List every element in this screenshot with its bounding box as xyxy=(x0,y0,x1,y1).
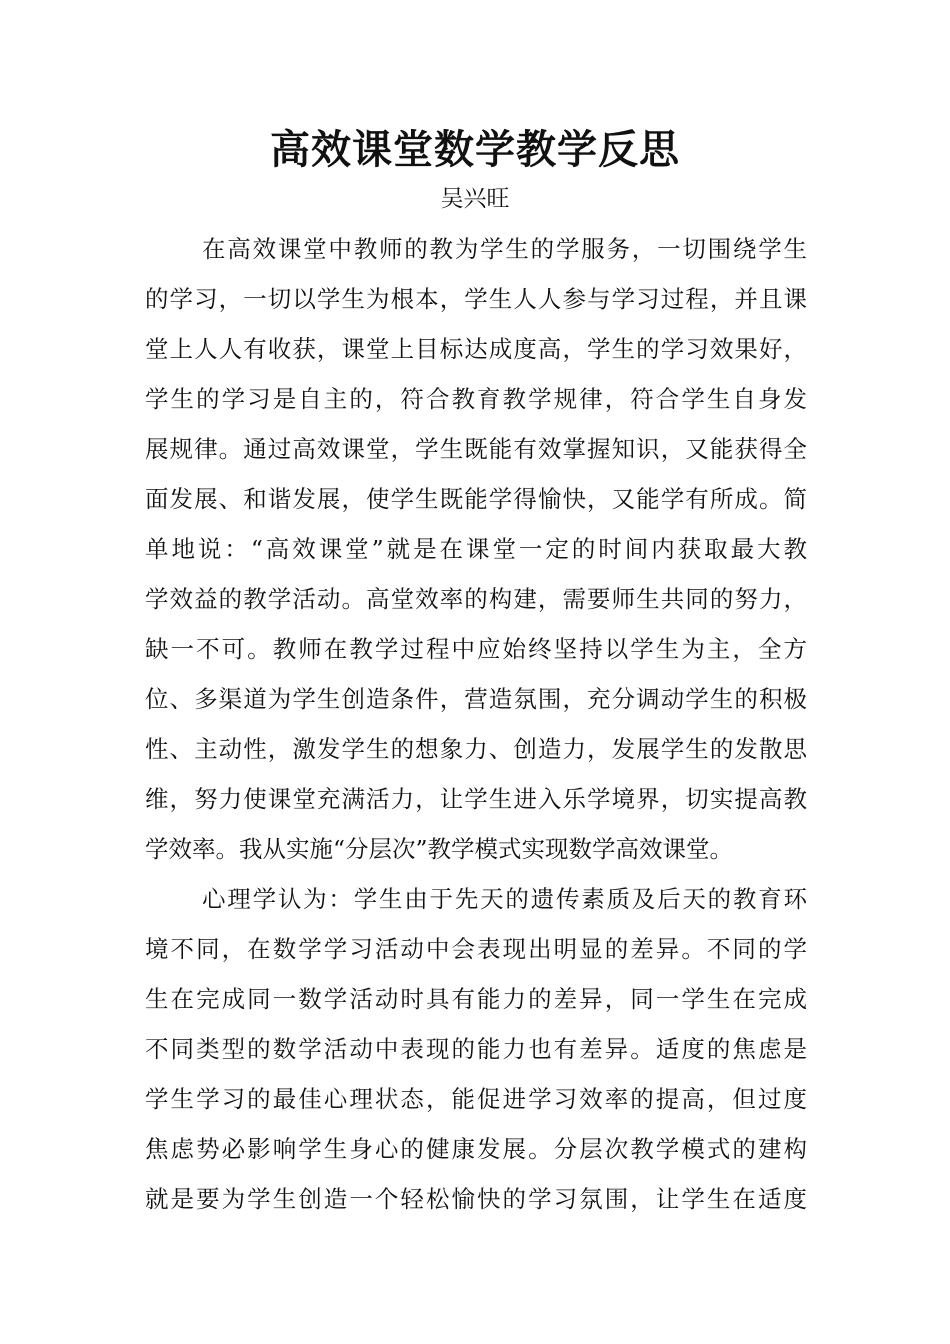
paragraph-1-line-5: 展规律。通过高效课堂，学生既能有效掌握知识，又能获得全 xyxy=(145,435,807,463)
paragraph-1-line-10: 位、多渠道为学生创造条件，营造氛围，充分调动学生的积极 xyxy=(145,685,807,713)
paragraph-1-line-8: 学效益的教学活动。高堂效率的构建，需要师生共同的努力， xyxy=(145,585,807,613)
paragraph-2-line-5: 学生学习的最佳心理状态，能促进学习效率的提高，但过度 xyxy=(145,1085,807,1113)
paragraph-1-line-11: 性、主动性，激发学生的想象力、创造力，发展学生的发散思 xyxy=(145,735,807,763)
paragraph-1-line-12: 维，努力使课堂充满活力，让学生进入乐学境界，切实提高教 xyxy=(145,785,807,813)
paragraph-2-line-1: 心理学认为：学生由于先天的遗传素质及后天的教育环 xyxy=(202,885,807,913)
paragraph-1-line-7: 单地说：“高效课堂”就是在课堂一定的时间内获取最大教 xyxy=(145,535,807,563)
paragraph-2-line-2: 境不同，在数学学习活动中会表现出明显的差异。不同的学 xyxy=(145,935,807,963)
paragraph-1-line-9: 缺一不可。教师在教学过程中应始终坚持以学生为主，全方 xyxy=(145,635,807,663)
paragraph-1-line-13: 学效率。我从实施“分层次”教学模式实现数学高效课堂。 xyxy=(145,835,734,863)
document-title: 高效课堂数学教学反思 xyxy=(270,126,680,173)
paragraph-1-line-2: 的学习，一切以学生为根本，学生人人参与学习过程，并且课 xyxy=(145,285,807,313)
paragraph-1-line-6: 面发展、和谐发展，使学生既能学得愉快，又能学有所成。简 xyxy=(145,485,807,513)
paragraph-2-line-3: 生在完成同一数学活动时具有能力的差异，同一学生在完成 xyxy=(145,985,807,1013)
paragraph-1-line-3: 堂上人人有收获，课堂上目标达成度高，学生的学习效果好， xyxy=(145,335,807,363)
paragraph-1-line-4: 学生的学习是自主的，符合教育教学规律，符合学生自身发 xyxy=(145,385,807,413)
paragraph-2-line-7: 就是要为学生创造一个轻松愉快的学习氛围，让学生在适度 xyxy=(145,1185,807,1213)
paragraph-2-line-4: 不同类型的数学活动中表现的能力也有差异。适度的焦虑是 xyxy=(145,1035,807,1063)
paragraph-1-line-1: 在高效课堂中教师的教为学生的学服务，一切围绕学生 xyxy=(202,235,807,263)
paragraph-2-line-6: 焦虑势必影响学生身心的健康发展。分层次教学模式的建构 xyxy=(145,1135,807,1163)
document-author: 吴兴旺 xyxy=(440,186,510,212)
